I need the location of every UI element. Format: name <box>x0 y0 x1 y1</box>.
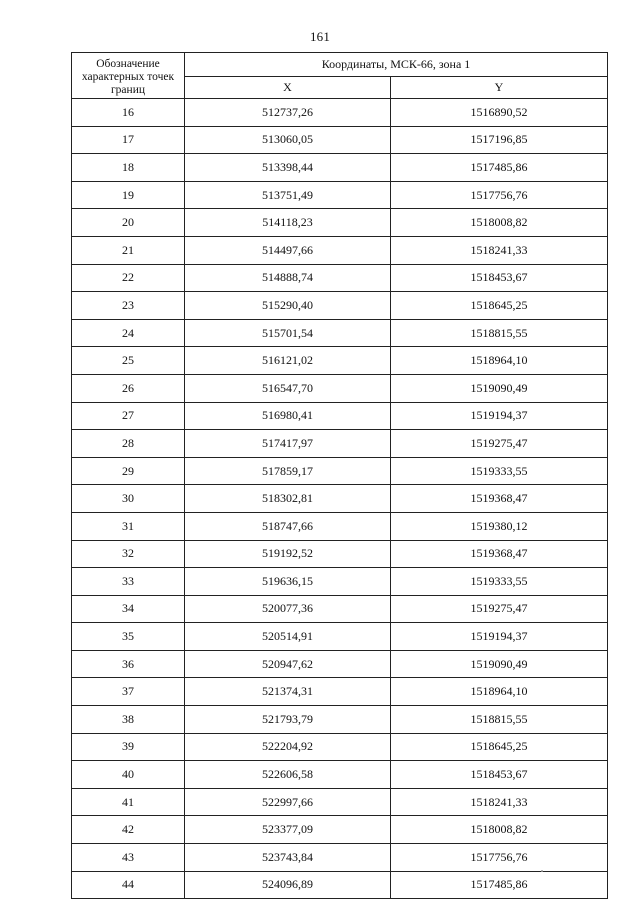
x-coordinate-cell: 519636,15 <box>185 568 391 596</box>
table-row <box>72 374 608 402</box>
point-id-cell: 38 <box>72 706 185 734</box>
table-row <box>72 706 608 734</box>
y-coordinate-cell: 1518008,82 <box>391 816 608 844</box>
y-coordinate-cell: 1518241,33 <box>391 236 608 264</box>
x-coordinate-cell: 524096,89 <box>185 871 391 899</box>
x-coordinate-cell: 518747,66 <box>185 512 391 540</box>
y-coordinate-cell: 1519194,37 <box>391 623 608 651</box>
point-id-cell: 20 <box>72 209 185 237</box>
y-coordinate-cell: 1518453,67 <box>391 264 608 292</box>
y-coordinate-cell: 1518815,55 <box>391 706 608 734</box>
x-coordinate-cell: 518302,81 <box>185 485 391 513</box>
table-row <box>72 154 608 182</box>
coordinates-table <box>71 52 608 899</box>
table-row <box>72 292 608 320</box>
x-coordinate-cell: 520947,62 <box>185 650 391 678</box>
y-coordinate-cell: 1517485,86 <box>391 154 608 182</box>
x-column-header: X <box>185 77 391 99</box>
x-coordinate-cell: 522606,58 <box>185 761 391 789</box>
x-coordinate-cell: 515701,54 <box>185 319 391 347</box>
x-coordinate-cell: 520514,91 <box>185 623 391 651</box>
y-coordinate-cell: 1518241,33 <box>391 788 608 816</box>
point-id-cell: 21 <box>72 236 185 264</box>
x-coordinate-cell: 517417,97 <box>185 430 391 458</box>
x-coordinate-cell: 520077,36 <box>185 595 391 623</box>
table-row <box>72 595 608 623</box>
y-coordinate-cell: 1517756,76 <box>391 844 608 872</box>
x-coordinate-cell: 522204,92 <box>185 733 391 761</box>
table-row <box>72 126 608 154</box>
y-coordinate-cell: 1519090,49 <box>391 650 608 678</box>
point-id-cell: 24 <box>72 319 185 347</box>
table-row <box>72 650 608 678</box>
point-id-cell: 40 <box>72 761 185 789</box>
x-coordinate-cell: 513398,44 <box>185 154 391 182</box>
table-row <box>72 871 608 899</box>
table-row <box>72 568 608 596</box>
x-coordinate-cell: 513751,49 <box>185 181 391 209</box>
point-id-cell: 22 <box>72 264 185 292</box>
point-id-cell: 35 <box>72 623 185 651</box>
table-row <box>72 402 608 430</box>
y-column-header: Y <box>391 77 608 99</box>
point-id-cell: 27 <box>72 402 185 430</box>
y-coordinate-cell: 1516890,52 <box>391 99 608 127</box>
point-id-cell: 43 <box>72 844 185 872</box>
table-row <box>72 844 608 872</box>
y-coordinate-cell: 1519368,47 <box>391 485 608 513</box>
x-coordinate-cell: 516980,41 <box>185 402 391 430</box>
x-coordinate-cell: 521374,31 <box>185 678 391 706</box>
table-row <box>72 816 608 844</box>
table-row <box>72 236 608 264</box>
table-row <box>72 540 608 568</box>
y-coordinate-cell: 1519275,47 <box>391 595 608 623</box>
table-row <box>72 347 608 375</box>
point-id-cell: 39 <box>72 733 185 761</box>
point-id-cell: 23 <box>72 292 185 320</box>
table-row <box>72 457 608 485</box>
x-coordinate-cell: 516121,02 <box>185 347 391 375</box>
table-row <box>72 512 608 540</box>
point-id-cell: 42 <box>72 816 185 844</box>
table-header <box>72 53 608 99</box>
point-id-cell: 37 <box>72 678 185 706</box>
y-coordinate-cell: 1517485,86 <box>391 871 608 899</box>
table-row <box>72 788 608 816</box>
point-id-cell: 33 <box>72 568 185 596</box>
x-coordinate-cell: 521793,79 <box>185 706 391 734</box>
y-coordinate-cell: 1519275,47 <box>391 430 608 458</box>
table-row <box>72 181 608 209</box>
y-coordinate-cell: 1519380,12 <box>391 512 608 540</box>
y-coordinate-cell: 1519333,55 <box>391 568 608 596</box>
x-coordinate-cell: 515290,40 <box>185 292 391 320</box>
x-coordinate-cell: 522997,66 <box>185 788 391 816</box>
point-designation-header: Обозначение характерных точек границ <box>72 53 185 99</box>
y-coordinate-cell: 1518645,25 <box>391 292 608 320</box>
x-coordinate-cell: 519192,52 <box>185 540 391 568</box>
x-coordinate-cell: 517859,17 <box>185 457 391 485</box>
x-coordinate-cell: 523377,09 <box>185 816 391 844</box>
point-id-cell: 29 <box>72 457 185 485</box>
point-id-cell: 31 <box>72 512 185 540</box>
point-id-cell: 44 <box>72 871 185 899</box>
table-row <box>72 733 608 761</box>
y-coordinate-cell: 1517196,85 <box>391 126 608 154</box>
y-coordinate-cell: 1519194,37 <box>391 402 608 430</box>
y-coordinate-cell: 1518964,10 <box>391 347 608 375</box>
table-row <box>72 209 608 237</box>
point-id-cell: 36 <box>72 650 185 678</box>
table-row <box>72 264 608 292</box>
point-id-cell: 34 <box>72 595 185 623</box>
point-id-cell: 16 <box>72 99 185 127</box>
point-id-cell: 17 <box>72 126 185 154</box>
y-coordinate-cell: 1518964,10 <box>391 678 608 706</box>
table-row <box>72 485 608 513</box>
x-coordinate-cell: 514497,66 <box>185 236 391 264</box>
y-coordinate-cell: 1519368,47 <box>391 540 608 568</box>
scan-speck <box>541 870 543 872</box>
point-id-cell: 26 <box>72 374 185 402</box>
point-id-cell: 19 <box>72 181 185 209</box>
x-coordinate-cell: 513060,05 <box>185 126 391 154</box>
x-coordinate-cell: 516547,70 <box>185 374 391 402</box>
coordinates-system-header: Координаты, МСК-66, зона 1 <box>185 53 608 77</box>
table-body <box>72 99 608 899</box>
point-id-cell: 18 <box>72 154 185 182</box>
y-coordinate-cell: 1517756,76 <box>391 181 608 209</box>
table-row <box>72 319 608 347</box>
y-coordinate-cell: 1518645,25 <box>391 733 608 761</box>
x-coordinate-cell: 514118,23 <box>185 209 391 237</box>
table-row <box>72 430 608 458</box>
y-coordinate-cell: 1518008,82 <box>391 209 608 237</box>
point-id-cell: 25 <box>72 347 185 375</box>
x-coordinate-cell: 514888,74 <box>185 264 391 292</box>
y-coordinate-cell: 1519090,49 <box>391 374 608 402</box>
point-id-cell: 41 <box>72 788 185 816</box>
table-row <box>72 99 608 127</box>
y-coordinate-cell: 1518453,67 <box>391 761 608 789</box>
y-coordinate-cell: 1519333,55 <box>391 457 608 485</box>
point-id-cell: 28 <box>72 430 185 458</box>
x-coordinate-cell: 523743,84 <box>185 844 391 872</box>
table-row <box>72 761 608 789</box>
y-coordinate-cell: 1518815,55 <box>391 319 608 347</box>
table-row <box>72 678 608 706</box>
page-number: 161 <box>309 29 331 44</box>
point-id-cell: 32 <box>72 540 185 568</box>
point-id-cell: 30 <box>72 485 185 513</box>
x-coordinate-cell: 512737,26 <box>185 99 391 127</box>
table-row <box>72 623 608 651</box>
